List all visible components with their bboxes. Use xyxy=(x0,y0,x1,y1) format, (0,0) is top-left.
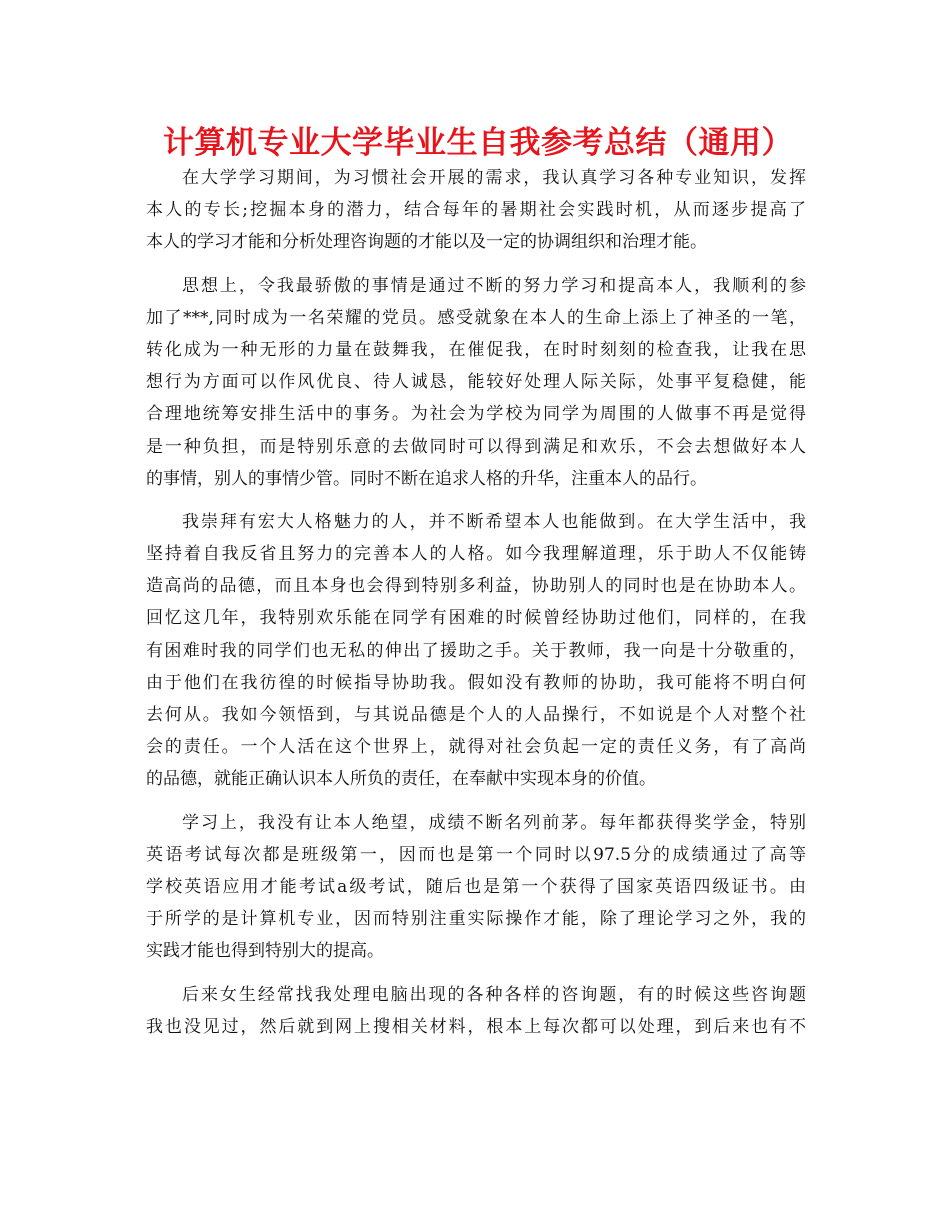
text-line: 我崇拜有宏大人格魅力的人，并不断希望本人也能做到。在大学生活中，我 xyxy=(182,511,806,532)
text-line: 实践才能也得到特别大的提高。 xyxy=(146,941,384,962)
paragraph xyxy=(146,162,806,259)
document-body xyxy=(146,162,806,1043)
text-line: 想行为方面可以作风优良、待人诚恳，能较好处理人际关际，处事平复稳健，能 xyxy=(146,372,806,393)
text-line: 有困难时我的同学们也无私的伸出了援助之手。关于教师，我一向是十分敬重的， xyxy=(146,640,806,661)
text-line: 坚持着自我反省且努力的完善本人的人格。如今我理解道理，乐于助人不仅能铸 xyxy=(146,544,806,565)
text-line: 是一种负担，而是特别乐意的去做同时可以得到满足和欢乐，不会去想做好本人 xyxy=(146,436,806,457)
text-line: 学校英语应用才能考试a级考试，随后也是第一个获得了国家英语四级证书。由 xyxy=(146,876,806,897)
text-line: 的事情，别人的事情少管。同时不断在追求人格的升华，注重本人的品行。 xyxy=(146,468,707,489)
paragraph xyxy=(146,807,806,968)
document-title: 计算机专业大学毕业生自我参考总结（通用） xyxy=(163,125,793,161)
text-line: 于所学的是计算机专业，因而特别注重实际操作才能，除了理论学习之外，我的 xyxy=(146,909,806,930)
text-line: 造高尚的品德，而且本身也会得到特别多利益，协助别人的同时也是在协助本人。 xyxy=(146,576,806,597)
text-line: 加了***,同时成为一名荣耀的党员。感受就象在本人的生命上添上了神圣的一笔， xyxy=(146,307,806,328)
paragraph xyxy=(146,979,806,1043)
paragraph xyxy=(146,270,806,495)
text-line: 英语考试每次都是班级第一，因而也是第一个同时以97.5分的成绩通过了高等 xyxy=(146,844,806,865)
text-line: 由于他们在我彷徨的时候指导协助我。假如没有教师的协助，我可能将不明白何 xyxy=(146,672,806,693)
text-line: 的品德，就能正确认识本人所负的责任，在奉献中实现本身的价值。 xyxy=(146,769,656,790)
text-line: 转化成为一种无形的力量在鼓舞我，在催促我，在时时刻刻的检查我，让我在思 xyxy=(146,339,806,360)
text-line: 去何从。我如今领悟到，与其说品德是个人的人品操行，不如说是个人对整个社 xyxy=(146,705,806,725)
text-line: 会的责任。一个人活在这个世界上，就得对社会负起一定的责任义务，有了高尚 xyxy=(146,737,806,758)
paragraph xyxy=(146,506,806,796)
text-line: 合理地统筹安排生活中的事务。为社会为学校为同学为周围的人做事不再是觉得 xyxy=(146,404,806,425)
text-line: 思想上，令我最骄傲的事情是通过不断的努力学习和提高本人，我顺利的参 xyxy=(182,275,806,296)
text-line: 我也没见过，然后就到网上搜相关材料，根本上每次都可以处理，到后来也有不 xyxy=(146,1016,806,1037)
text-line: 本人的学习才能和分析处理咨询题的才能以及一定的协调组织和治理才能。 xyxy=(146,232,707,253)
text-line: 在大学学习期间，为习惯社会开展的需求，我认真学习各种专业知识，发挥 xyxy=(182,168,806,188)
text-line: 学习上，我没有让本人绝望，成绩不断名列前茅。每年都获得奖学金，特别 xyxy=(182,812,806,833)
text-line: 本人的专长;挖掘本身的潜力，结合每年的暑期社会实践时机，从而逐步提高了 xyxy=(146,200,806,221)
text-line: 后来女生经常找我处理电脑出现的各种各样的咨询题，有的时候这些咨询题 xyxy=(182,984,806,1005)
text-line: 回忆这几年，我特别欢乐能在同学有困难的时候曾经协助过他们，同样的，在我 xyxy=(146,608,806,629)
